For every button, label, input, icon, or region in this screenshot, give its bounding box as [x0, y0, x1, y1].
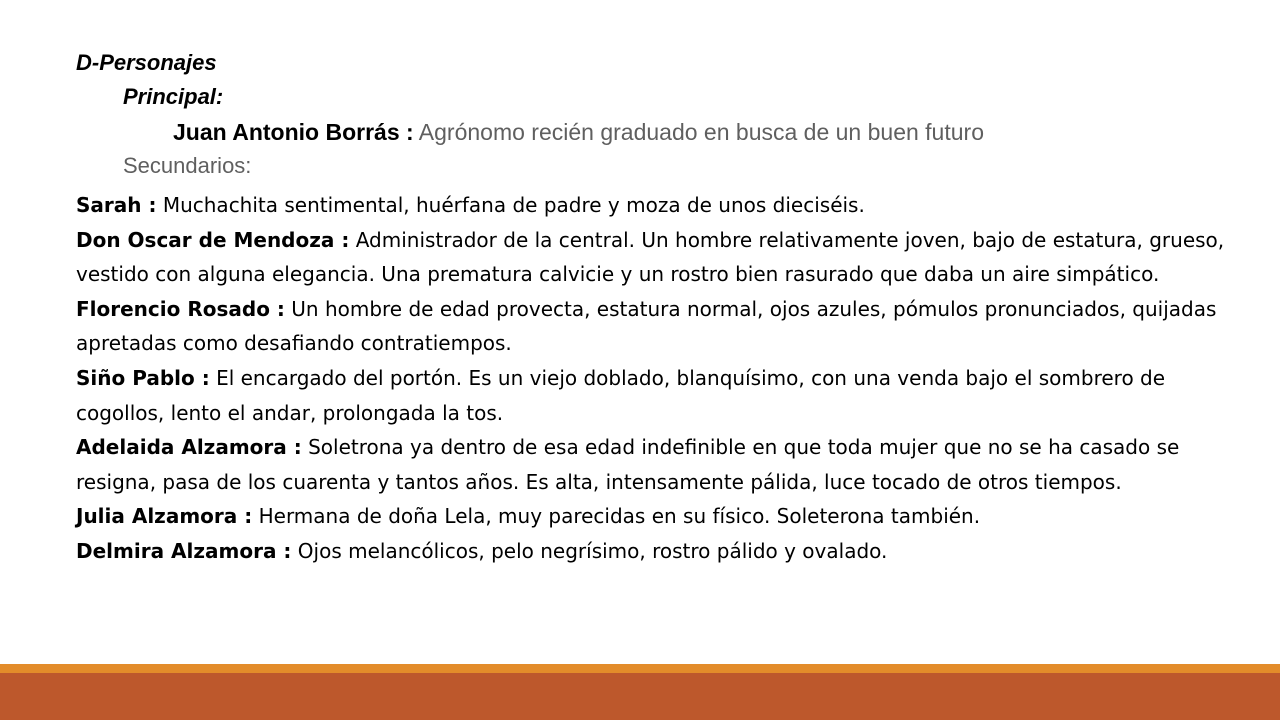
character-name: Delmira Alzamora :	[76, 538, 292, 563]
section-title: D-Personajes	[76, 50, 217, 75]
character-name: Siño Pablo :	[76, 365, 210, 390]
character-entry	[76, 292, 1256, 361]
character-entry	[76, 499, 1256, 534]
character-entry	[76, 534, 1256, 569]
character-name: Florencio Rosado :	[76, 296, 285, 321]
character-description: Soletrona ya dentro de esa edad indefinible en que toda mujer que no se ha casado se resigna, pasa de los cuarenta y tantos años. Es alta, intensamente pálida, luce tocado de otros tiempos.	[76, 435, 1180, 494]
character-entry	[76, 430, 1256, 499]
footer-accent-thin-bar	[0, 664, 1280, 673]
heading-block	[76, 46, 1256, 182]
character-name: Julia Alzamora :	[76, 504, 253, 529]
character-description: Hermana de doña Lela, muy parecidas en su físico. Soleterona también.	[258, 504, 981, 529]
protagonist-description: Agrónomo recién graduado en busca de un buen futuro	[418, 119, 984, 145]
character-description: Muchachita sentimental, huérfana de padre y moza de unos dieciséis.	[162, 193, 865, 217]
footer-accent-thick-bar	[0, 673, 1280, 720]
protagonist-name: Juan Antonio Borrás :	[173, 119, 414, 145]
character-name: Sarah :	[76, 193, 157, 217]
character-name: Don Oscar de Mendoza :	[76, 227, 350, 252]
character-entry	[76, 188, 1256, 223]
protagonist-line	[76, 114, 1256, 150]
character-entry	[76, 223, 1256, 292]
character-description: Un hombre de edad provecta, estatura normal, ojos azules, pómulos pronunciados, quijadas apretadas como desafiando contratiempos.	[76, 296, 1217, 356]
secondary-label: Secundarios:	[123, 153, 252, 178]
character-list	[76, 188, 1256, 569]
character-name: Adelaida Alzamora :	[76, 435, 302, 460]
character-description: Ojos melancólicos, pelo negrísimo, rostro pálido y ovalado.	[297, 538, 888, 563]
principal-label: Principal:	[123, 84, 224, 109]
character-entry	[76, 361, 1256, 430]
character-description: El encargado del portón. Es un viejo doblado, blanquísimo, con una venda bajo el sombrero de cogollos, lento el andar, prolongada la tos.	[76, 365, 1166, 425]
character-description: Administrador de la central. Un hombre relativamente joven, bajo de estatura, grueso, vestido con alguna elegancia. Una prematura calvicie y un rostro bien rasurado que daba un aire simpático.	[76, 227, 1225, 287]
